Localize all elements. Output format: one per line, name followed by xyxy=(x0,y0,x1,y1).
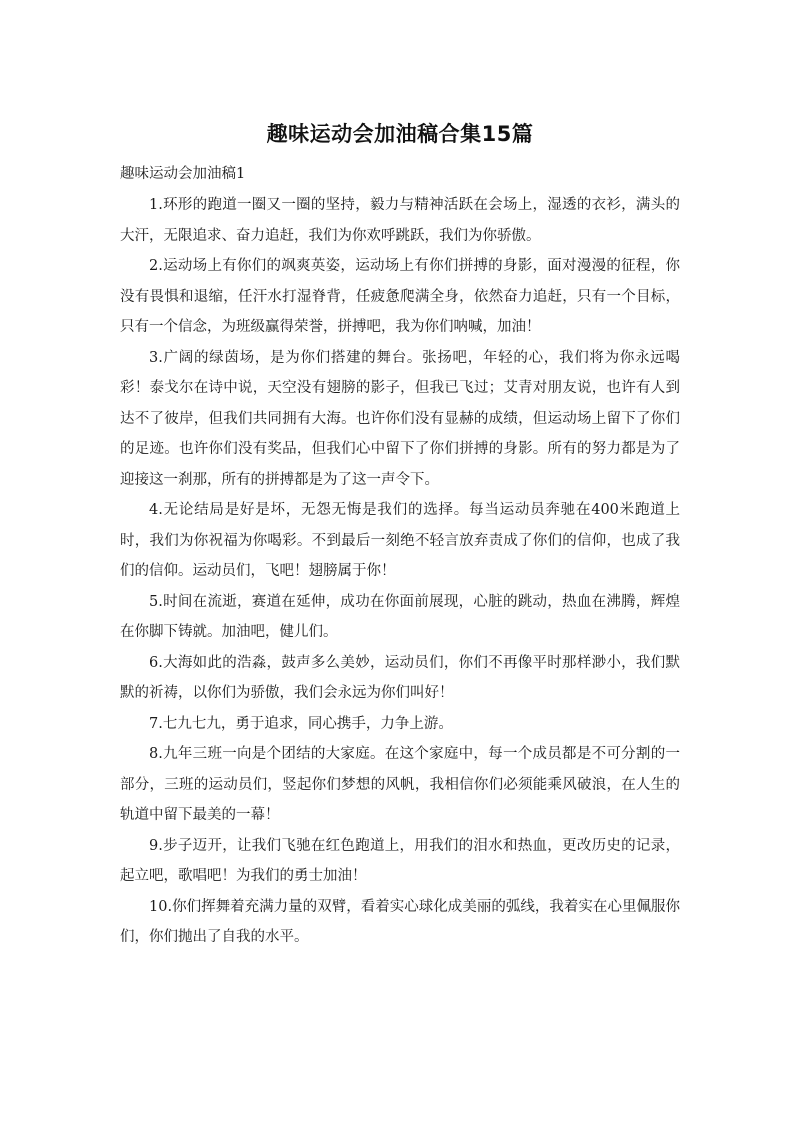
paragraph-9: 9.步子迈开，让我们飞驰在红色跑道上，用我们的泪水和热血，更改历史的记录，起立吧，歌唱吧！为我们的勇士加油！ xyxy=(120,837,680,884)
paragraph-1: 1.环形的跑道一圈又一圈的坚持，毅力与精神活跃在会场上，湿透的衣衫，满头的大汗，无限追求、奋力追赶，我们为你欢呼跳跃，我们为你骄傲。 xyxy=(120,197,680,244)
paragraph-8: 8.九年三班一向是个团结的大家庭。在这个家庭中，每一个成员都是不可分割的一部分，三班的运动员们，竖起你们梦想的风帆，我相信你们必须能乘风破浪，在人生的轨道中留下最美的一幕！ xyxy=(120,746,680,823)
paragraph-4: 4.无论结局是好是坏，无怨无悔是我们的选择。每当运动员奔驰在400米跑道上时，我们为你祝福为你喝彩。不到最后一刻绝不轻言放弃责成了你们的信仰，也成了我们的信仰。运动员们，飞吧！翅膀属于你！ xyxy=(120,502,680,579)
page-title: 趣味运动会加油稿合集15篇 xyxy=(266,122,534,146)
paragraph-3: 3.广阔的绿茵场，是为你们搭建的舞台。张扬吧，年轻的心，我们将为你永远喝彩！泰戈尔在诗中说，天空没有翅膀的影子，但我已飞过；艾青对朋友说，也许有人到达不了彼岸，但我们共同拥有大海。也许你们没有显赫的成绩，但运动场上留下了你们的足迹。也许你们没有奖品，但我们心中留下了你们拼搏的身影。所有的努力都是为了迎接这一刹那，所有的拼搏都是为了这一声令下。 xyxy=(120,349,680,488)
paragraph-2: 2.运动场上有你们的飒爽英姿，运动场上有你们拼搏的身影，面对漫漫的征程，你没有畏惧和退缩，任汗水打湿脊背，任疲惫爬满全身，依然奋力追赶，只有一个目标，只有一个信念，为班级赢得荣誉，拼搏吧，我为你们呐喊，加油！ xyxy=(120,258,680,335)
paragraph-6: 6.大海如此的浩淼，鼓声多么美妙，运动员们，你们不再像平时那样渺小，我们默默的祈祷，以你们为骄傲，我们会永远为你们叫好！ xyxy=(120,654,680,701)
paragraph-10: 10.你们挥舞着充满力量的双臂，看着实心球化成美丽的弧线，我着实在心里佩服你们，你们抛出了自我的水平。 xyxy=(120,898,680,945)
paragraph-5: 5.时间在流逝，赛道在延伸，成功在你面前展现，心脏的跳动，热血在沸腾，辉煌在你脚下铸就。加油吧，健儿们。 xyxy=(120,593,680,640)
paragraph-7: 7.七九七九，勇于追求，同心携手，力争上游。 xyxy=(149,715,453,732)
document-body xyxy=(120,158,680,953)
section-heading: 趣味运动会加油稿1 xyxy=(120,166,246,182)
